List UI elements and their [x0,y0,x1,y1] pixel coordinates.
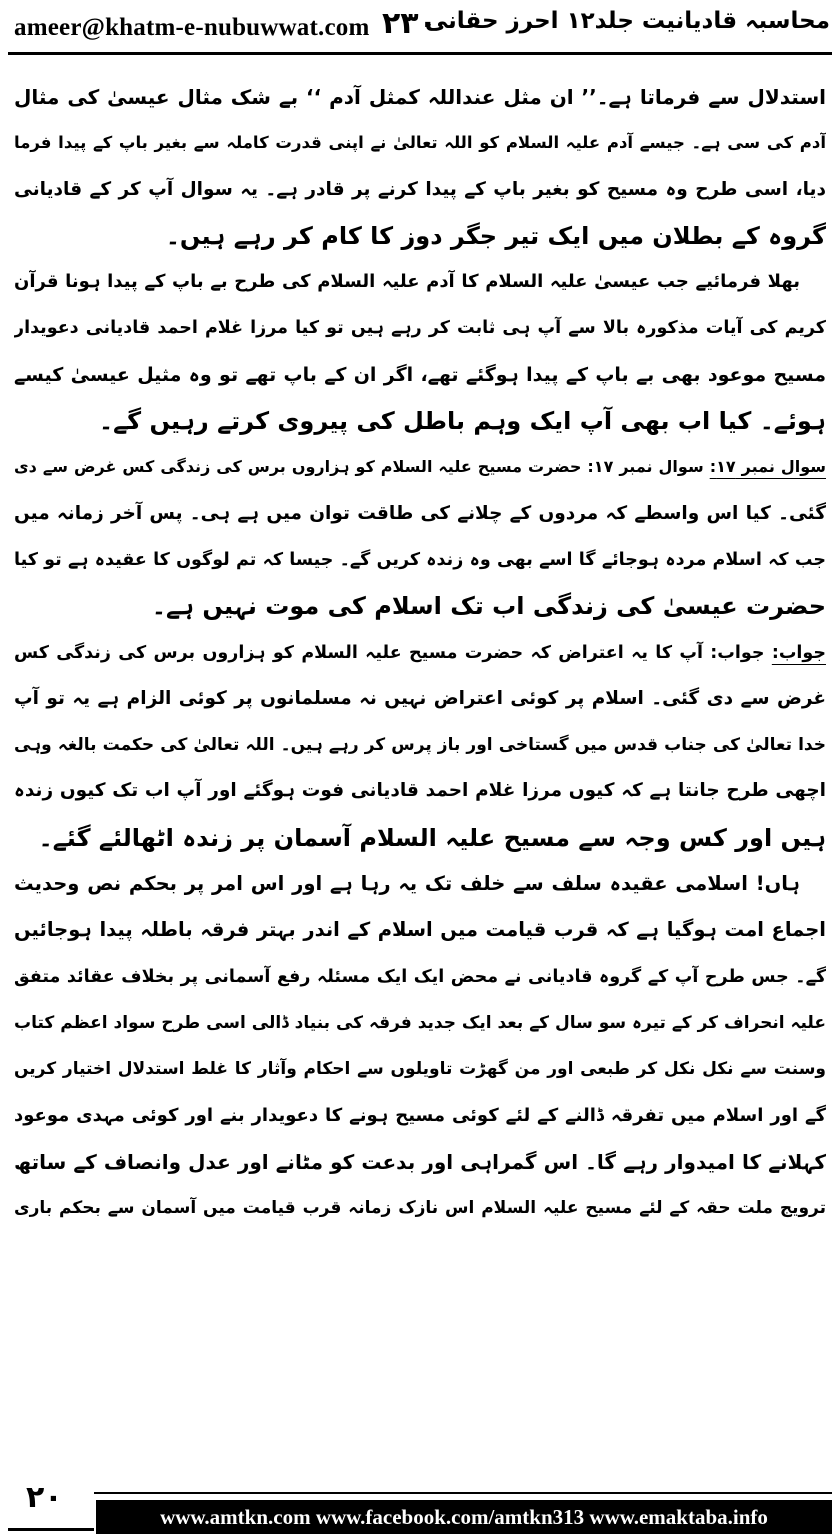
text-line: علیہ انحراف کر کے تیرہ سو سال کے بعد ایک جدید فرقہ کی بنیاد ڈالی اسی طرح سواد اعظم کتاب [14,1012,826,1033]
header-divider [8,52,832,55]
text-line: گروہ کے بطلان میں ایک تیر جگر دوز کا کام کر رہے ہیں۔ [165,221,826,250]
answer-label: جواب: [771,642,826,663]
text-line: حضرت عیسیٰ کی زندگی اب تک اسلام کی موت نہیں ہے۔ [151,592,826,621]
text-line: ترویج ملت حقہ کے لئے مسیح علیہ السلام اس نازک زمانہ قرب قیامت میں آسمان سے بحکم باری [14,1198,826,1219]
text-line: ہوئے۔ کیا اب بھی آپ ایک وہم باطل کی پیروی کرتے رہیں گے۔ [99,407,826,436]
text-line: گئی۔ کیا اس واسطے کہ مردوں کے چلانے کی طاقت توان میں ہے ہی۔ پس آخر زمانہ میں [14,502,826,524]
page-footer [0,1478,840,1540]
text-line: دیا، اسی طرح وہ مسیح کو بغیر باپ کے پیدا کرنے پر قادر ہے۔ یہ سوال آپ کر کے قادیانی [14,178,826,200]
text-line: بھلا فرمائیے جب عیسیٰ علیہ السلام کا آدم علیہ السلام کی طرح بے باپ کے پیدا ہونا قرآن [14,271,800,293]
page-header [0,0,840,62]
text-line: خدا تعالیٰ کی جناب قدس میں گستاخی اور باز پرس کر رہے ہیں۔ اللہ تعالیٰ کی حکمت بالغہ وہی [14,735,826,756]
answer-line [14,630,826,676]
text-line: اجماع امت ہوگیا ہے کہ قرب قیامت میں اسلام کے اندر بہتر فرقہ باطلہ پیدا ہوجائیں [14,918,826,942]
text-line: ہیں اور کس وجہ سے مسیح علیہ السلام آسمان پر زندہ اٹھالئے گئے۔ [38,823,826,852]
header-email: ameer@khatm-e-nubuwwat.com [14,14,370,41]
footer-links: www.amtkn.com www.facebook.com/amtkn313 www.emaktaba.info [96,1500,832,1534]
text-line: آدم کی سی ہے۔ جیسے آدم علیہ السلام کو اللہ تعالیٰ نے اپنی قدرت کاملہ سے بغیر باپ کے پیدا فرما [14,133,826,153]
question-label: سوال نمبر ۱۷: [709,457,826,477]
footer-number-box [8,1478,94,1531]
header-page-number: ۲۳۰ [382,6,437,41]
text-line: مسیح موعود بھی بے باپ کے پیدا ہوگئے تھے، اگر ان کے باپ تھے تو وہ مثیل عیسیٰ کیسے [14,363,826,386]
text-line: جب کہ اسلام مردہ ہوجائے گا اسے بھی وہ زندہ کریں گے۔ جیسا کہ تم لوگوں کا عقیدہ ہے تو کیا [14,549,826,570]
question-line [14,444,826,490]
text-line: گے اور اسلام میں تفرقہ ڈالنے کے لئے کوئی مسیح ہونے کا دعویدار بنے اور کوئی مہدی موعود [14,1104,826,1126]
header-book-title: محاسبہ قادیانیت جلد۱۲ احرز حقانی [424,8,830,34]
answer-text: جواب: آپ کا یہ اعتراض کہ حضرت مسیح علیہ السلام کو ہزاروں برس کی زندگی کس [14,642,765,663]
text-line: استدلال سے فرماتا ہے۔’’ ان مثل عنداللہ کمثل آدم ‘‘ بے شک مثال عیسیٰ کی مثال [14,85,826,109]
text-line: اچھی طرح جانتا ہے کہ کیوں مرزا غلام احمد قادیانی فوت ہوگئے اور آپ اب تک کیوں زندہ [14,780,826,802]
text-line: گے۔ جس طرح آپ کے گروہ قادیانی نے محض ایک ایک مسئلہ رفع آسمانی پر بخلاف عقائد متفق [14,966,826,987]
text-line: کہلانے کا امیدوار رہے گا۔ اس گمراہی اور بدعت کو مٹانے اور عدل وانصاف کے ساتھ [14,1149,826,1174]
page-body [14,74,826,1231]
footer-number: ۲۰ [26,1480,63,1515]
text-line: وسنت سے نکل نکل کر طبعی اور من گھڑت تاویلوں سے احکام وآثار کا غلط استدلال اختیار کریں [14,1059,826,1080]
text-line: غرض سے دی گئی۔ اسلام پر کوئی اعتراض نہیں نہ مسلمانوں پر کوئی الزام ہے یہ تو آپ [14,687,826,709]
text-line: ہاں! اسلامی عقیدہ سلف سے خلف تک یہ رہا ہے اور اس امر پر بحکم نص وحدیث [14,872,800,896]
text-line: کریم کی آیات مذکورہ بالا سے آپ ہی ثابت کر رہے ہیں تو کیا مرزا غلام احمد قادیانی دعویدار [14,318,826,339]
footer-divider [8,1492,832,1494]
question-text: سوال نمبر ۱۷: حضرت مسیح علیہ السلام کو ہزاروں برس کی زندگی کس غرض سے دی [14,457,704,477]
